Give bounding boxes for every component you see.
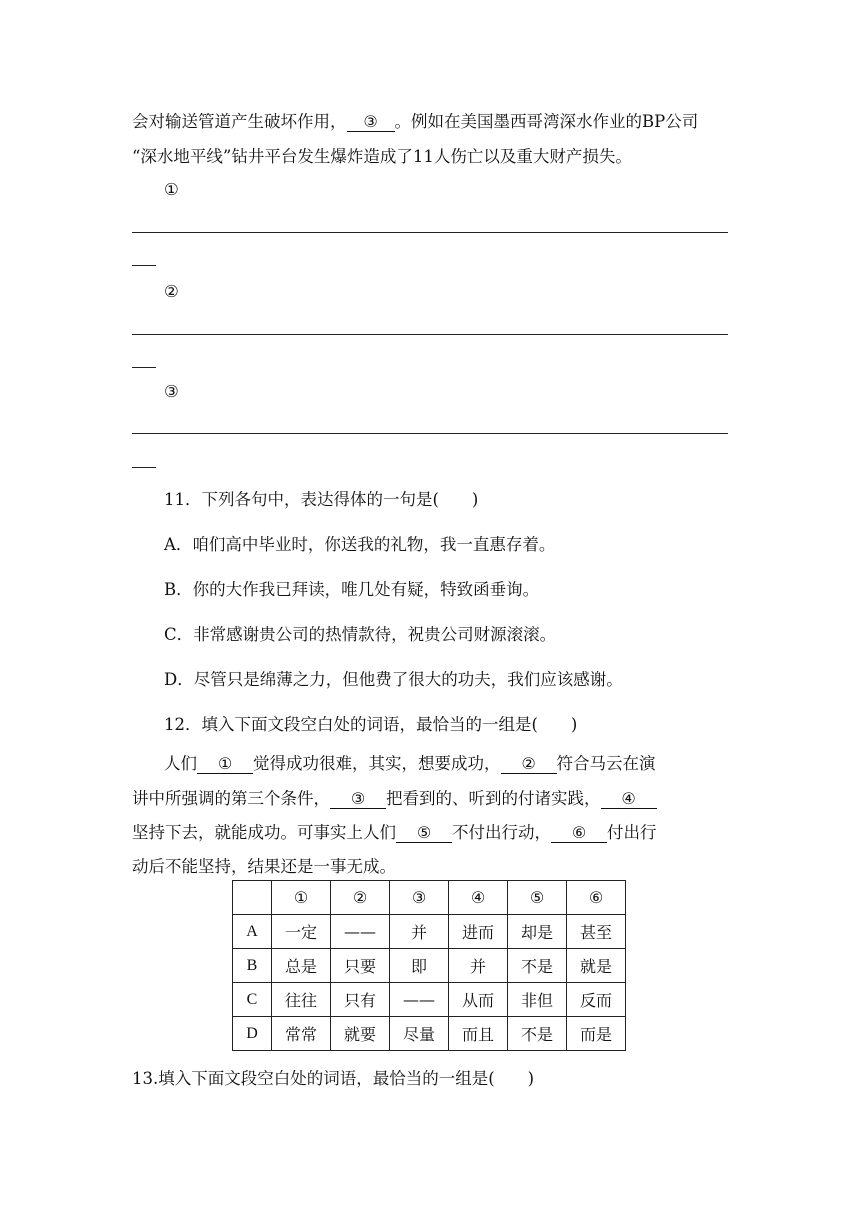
answer-line [132,433,728,434]
table-row-label: B [233,949,272,983]
intro-text: 会对输送管道产生破坏作用， [132,112,347,131]
table-cell: 就要 [331,1017,390,1051]
passage-text: 不付出行动， [452,823,551,842]
q11-option-a: A．咱们高中毕业时，你送我的礼物，我一直惠存着。 [164,535,556,554]
table-row [233,949,626,983]
table-cell: 反而 [567,983,626,1017]
intro-text: 。例如在美国墨西哥湾深水作业的BP公司 [394,112,699,131]
blank-3: ③ [330,790,386,809]
passage-text: 把看到的、听到的付诸实践， [386,789,601,808]
intro-line-2: “深水地平线”钻井平台发生爆炸造成了11人伤亡以及重大财产损失。 [132,147,632,166]
table-cell: 而是 [567,1017,626,1051]
table-header-row [233,881,626,915]
table-cell: 并 [390,915,449,949]
q13-stem: 13.填入下面文段空白处的词语，最恰当的一组是( ) [132,1069,535,1088]
blank-6: ⑥ [551,824,607,843]
table-header-cell: ① [272,881,331,915]
answer-marker-3: ③ [164,382,179,401]
table-cell: 不是 [508,1017,567,1051]
answer-marker-2: ② [164,282,179,301]
table-header-cell: ② [331,881,390,915]
answer-line [132,334,728,335]
blank-5: ⑤ [396,824,452,843]
table-row [233,1017,626,1051]
table-cell: 非但 [508,983,567,1017]
answer-line-stub [132,367,156,368]
blank-3: ③ [347,113,395,132]
passage-text: 坚持下去，就能成功。可事实上人们 [132,823,396,842]
passage-text: 符合马云在演 [556,754,656,773]
passage-text: 觉得成功很难，其实，想要成功， [253,754,501,773]
answer-line [132,232,728,233]
q11-option-d: D．尽管只是绵薄之力，但他费了很大的功夫，我们应该感谢。 [164,670,623,689]
q12-options-table [232,880,626,1051]
passage-text: 讲中所强调的第三个条件， [132,789,330,808]
table-row-label: D [233,1017,272,1051]
passage-text: 人们 [164,754,197,773]
q11-option-b: B．你的大作我已拜读，唯几处有疑，特致函垂询。 [164,580,540,599]
blank-2: ② [501,755,557,774]
table-header-cell: ⑥ [567,881,626,915]
q12-stem: 12．填入下面文段空白处的词语，最恰当的一组是( ) [164,715,578,734]
q12-passage-line-1 [164,753,732,775]
table-header-cell: ③ [390,881,449,915]
table-cell: 进而 [449,915,508,949]
table-cell: 总是 [272,949,331,983]
table-cell: 只有 [331,983,390,1017]
q12-passage-line-4: 动后不能坚持，结果还是一事无成。 [132,857,396,876]
table-cell: 不是 [508,949,567,983]
table-cell: 即 [390,949,449,983]
answer-line-stub [132,467,156,468]
answer-marker-1: ① [164,180,179,199]
q11-stem: 11．下列各句中，表达得体的一句是( ) [164,490,479,509]
q12-passage-line-3 [132,822,732,844]
table-cell: 常常 [272,1017,331,1051]
q11-option-c: C．非常感谢贵公司的热情款待，祝贵公司财源滚滚。 [164,625,557,644]
table-cell: 往往 [272,983,331,1017]
intro-line-1 [132,111,732,133]
table-row-label: C [233,983,272,1017]
passage-text: 付出行 [607,823,657,842]
table-row [233,983,626,1017]
table-cell: 一定 [272,915,331,949]
q12-passage-line-2 [132,788,732,810]
answer-line-stub [132,265,156,266]
table-cell: 就是 [567,949,626,983]
table-cell: 甚至 [567,915,626,949]
blank-4: ④ [601,790,657,809]
table-row [233,915,626,949]
blank-1: ① [197,755,253,774]
table-cell: 从而 [449,983,508,1017]
table-corner-cell [233,881,272,915]
table-header-cell: ④ [449,881,508,915]
table-cell: 却是 [508,915,567,949]
table-cell: 只要 [331,949,390,983]
table-row-label: A [233,915,272,949]
table-cell: 尽量 [390,1017,449,1051]
table-cell: 并 [449,949,508,983]
table-cell: 而且 [449,1017,508,1051]
table-cell: —— [331,915,390,949]
table-cell: —— [390,983,449,1017]
table-header-cell: ⑤ [508,881,567,915]
